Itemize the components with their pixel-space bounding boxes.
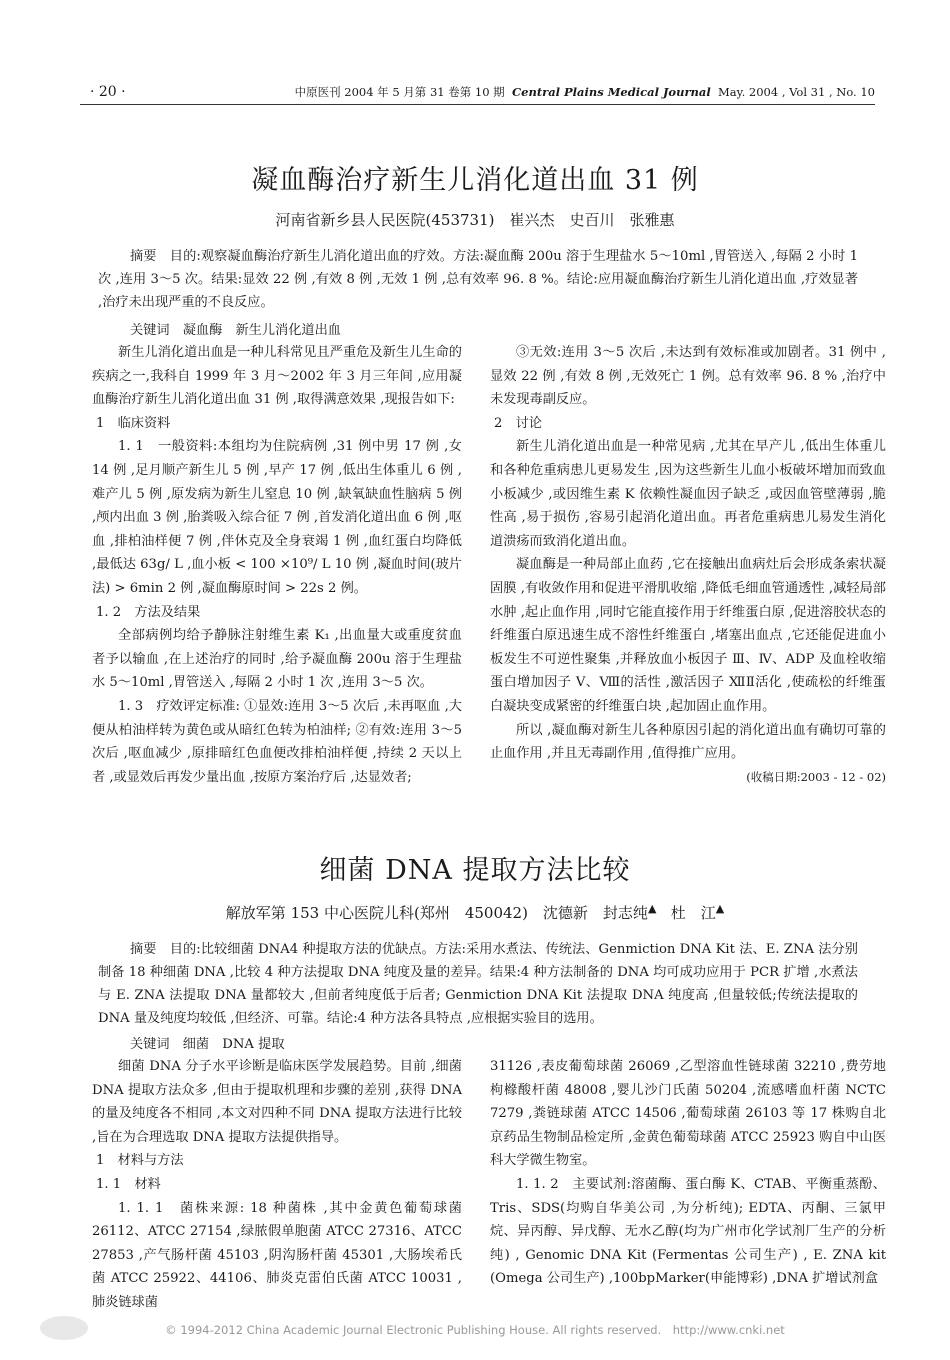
article2-left-column [92, 1055, 462, 1315]
article2-keywords: 关键词 细菌 DNA 提取 [130, 1037, 285, 1052]
article1-left-column [92, 341, 462, 789]
header-rule [80, 104, 875, 105]
journal-en: Central Plains Medical Journal [512, 85, 711, 99]
section-heading: 2 讨论 [494, 415, 542, 431]
article1-title: 凝血酶治疗新生儿消化道出血 31 例 [251, 165, 699, 196]
article2-title: 细菌 DNA 提取方法比较 [319, 855, 631, 886]
paragraph: 31126 ,表皮葡萄球菌 26069 ,乙型溶血性链球菌 32210 ,费劳地枸橼酸杆菌 48008 ,婴儿沙门氏菌 50204 ,流感嗜血杆菌 NCTC 7279 ,粪链球菌 ATCC 14506 ,葡萄球菌 26103 等 17 株购自北京药品生物制品检定所 ,金黄色葡萄球菌 ATCC 25923 购自中山医科大学微生物室。 [490, 1059, 886, 1169]
article2-right-column [490, 1055, 886, 1291]
paragraph: 新生儿消化道出血是一种常见病 ,尤其在早产儿 ,低出生体重儿和各种危重病患儿更易发生 ,因为这些新生儿血小板破坏增加而致血小板减少 ,或因维生素 K 依赖性凝血因子缺乏 ,或因血管壁薄弱 ,脆性高 ,易于损伤 ,容易引起消化道出血。再者危重病患儿易发生消化道溃疡而致消化道出血。 [490, 439, 886, 549]
paragraph: 全部病例均给予静脉注射维生素 K₁ ,出血量大或重度贫血者予以输血 ,在上述治疗的同时 ,给予凝血酶 200u 溶于生理盐水 5～10ml ,胃管送入 ,每隔 2 小时 1 次 ,连用 3～5 次。 [92, 628, 462, 691]
triangle-mark: ▲ [715, 902, 725, 915]
section-heading: 1. 1 材料 [96, 1176, 161, 1192]
running-header [80, 84, 875, 102]
article2-abstract: 摘要 目的:比较细菌 DNA4 种提取方法的优缺点。方法:采用水煮法、传统法、Genmiction DNA Kit 法、E. ZNA 法分别制备 18 种细菌 DNA ,比较 4 种方法提取 DNA 纯度及量的差异。结果:4 种方法制备的 DNA 均可成功应用于 PCR 扩增 ,水煮法与 E. ZNA 法提取 DNA 量都较大 ,但前者纯度低于后者; Genmiction DNA Kit 法提取 DNA 纯度高 ,但量较低;传统法提取的 DNA 量及纯度均较低 ,但经济、可靠。结论:4 种方法各具特点 ,应根据实验目的选用。 [98, 942, 858, 1026]
journal-info [295, 84, 875, 100]
paragraph: 1. 1. 1 菌株来源: 18 种菌株 ,其中金黄色葡萄球菌 26112、ATCC 27154 ,绿脓假单胞菌 ATCC 27316、ATCC 27853 ,产气肠杆菌 45103 ,阴沟肠杆菌 45301 ,大肠埃希氏菌 ATCC 25922、44106、肺炎克雷伯氏菌 ATCC 10031 ,肺炎链球菌 [92, 1200, 462, 1310]
paragraph: 1. 1. 2 主要试剂:溶菌酶、蛋白酶 K、CTAB、平衡重蒸酚、Tris、SDS(均购自华美公司 ,为分析纯); EDTA、丙酮、三氯甲烷、异丙醇、异戊醇、无水乙醇(均为广州市化学试剂厂生产的分析纯) , Genomic DNA Kit (Fermentas 公司生产) , E. ZNA kit (Omega 公司生产) ,100bpMarker(申能博彩) ,DNA 扩增试剂盒 [490, 1176, 886, 1287]
issue-en: May. 2004 , Vol 31 , No. 10 [718, 85, 875, 99]
author-du: 杜 江 [670, 904, 716, 922]
article1-right-column [490, 341, 886, 789]
paragraph: 1. 3 疗效评定标准: ①显效:连用 3～5 次后 ,未再呕血 ,大便从柏油样转为黄色或从暗红色转为柏油样; ②有效:连用 3～5 次后 ,呕血减少 ,原排暗红色血便改排柏油样便 ,持续 2 天以上者 ,或显效后再发少量出血 ,按原方案治疗后 ,达显效者; [92, 698, 462, 785]
authors-text: 解放军第 153 中心医院儿科(郑州 450042) 沈德新 封志纯 [225, 904, 648, 922]
article2-authors [0, 902, 950, 923]
article1-authors: 河南省新乡县人民医院(453731) 崔兴杰 史百川 张雅惠 [275, 211, 675, 229]
paragraph: 所以 ,凝血酶对新生儿各种原因引起的消化道出血有确切可靠的止血作用 ,并且无毒副作用 ,值得推广应用。 [490, 722, 886, 762]
triangle-mark: ▲ [647, 902, 657, 915]
received-date: (收稿日期:2003 - 12 - 02) [746, 769, 886, 784]
journal-cn: 中原医刊 2004 年 5 月第 31 卷第 10 期 [294, 85, 505, 99]
section-heading: 1 材料与方法 [96, 1153, 184, 1169]
article1-abstract: 摘要 目的:观察凝血酶治疗新生儿消化道出血的疗效。方法:凝血酶 200u 溶于生理盐水 5～10ml ,胃管送入 ,每隔 2 小时 1 次 ,连用 3～5 次。结果:显效 22 例 ,有效 8 例 ,无效 1 例 ,总有效率 96. 8 %。结论:应用凝血酶治疗新生儿消化道出血 ,疗效显著 ,治疗未出现严重的不良反应。 [98, 249, 858, 310]
paragraph: 细菌 DNA 分子水平诊断是临床医学发展趋势。目前 ,细菌 DNA 提取方法众多 ,但由于提取机理和步骤的差别 ,获得 DNA 的量及纯度各不相同 ,本文对四种不同 DNA 提取方法进行比较 ,旨在为合理选取 DNA 提取方法提供指导。 [92, 1059, 462, 1145]
section-heading: 1 临床资料 [96, 415, 171, 431]
article1-keywords: 关键词 凝血酶 新生儿消化道出血 [130, 323, 341, 338]
paragraph: 凝血酶是一种局部止血药 ,它在接触出血病灶后会形成条索状凝固膜 ,有收敛作用和促进平滑肌收缩 ,降低毛细血管通透性 ,减轻局部水肿 ,起止血作用 ,同时它能直接作用于纤维蛋白原 ,促进溶胶状态的纤维蛋白原迅速生成不溶性纤维蛋白 ,堵塞出血点 ,它还能促进血小板发生不可逆性聚集 ,并释放血小板因子 Ⅲ、Ⅳ、ADP 及血栓收缩蛋白增加因子 Ⅴ、Ⅷ的活性 ,激活因子 ⅫⅡ活化 ,使疏松的纤维蛋白凝块变成紧密的纤维蛋白块 ,起加固止血作用。 [490, 557, 886, 714]
page-number: · 20 · [90, 84, 126, 100]
paragraph: ③无效:连用 3～5 次后 ,未达到有效标准或加剧者。31 例中 ,显效 22 例 ,有效 8 例 ,无效死亡 1 例。总有效率 96. 8 % ,治疗中未发现毒副反应。 [490, 345, 886, 408]
paragraph: 1. 1 一般资料:本组均为住院病例 ,31 例中男 17 例 ,女 14 例 ,足月顺产新生儿 5 例 ,早产 17 例 ,低出生体重儿 6 例 ,难产儿 5 例 ,原发病为新生儿窒息 10 例 ,缺氧缺血性脑病 5 例 ,颅内出血 3 例 ,胎粪吸入综合征 7 例 ,首发消化道出血 6 例 ,呕血 ,排柏油样便 7 例 ,伴休克及全身衰竭 1 例 ,血红蛋白均降低 ,最低达 63g/ L ,血小板 < 100 ×10⁹/ L 10 例 ,凝血时间(玻片法) > 6min 2 例 ,凝血酶原时间 > 22s 2 例。 [92, 439, 462, 596]
paragraph: 新生儿消化道出血是一种儿科常见且严重危及新生儿生命的疾病之一,我科自 1999 年 3 月～2002 年 3 月三年间 ,应用凝血酶治疗新生儿消化道出血 31 例 ,取得满意效果 ,现报告如下: [92, 345, 462, 408]
section-heading: 1. 2 方法及结果 [96, 604, 201, 620]
copyright-footer: © 1994-2012 China Academic Journal Electronic Publishing House. All rights reserved. http://www.cnki.net [165, 1323, 785, 1337]
